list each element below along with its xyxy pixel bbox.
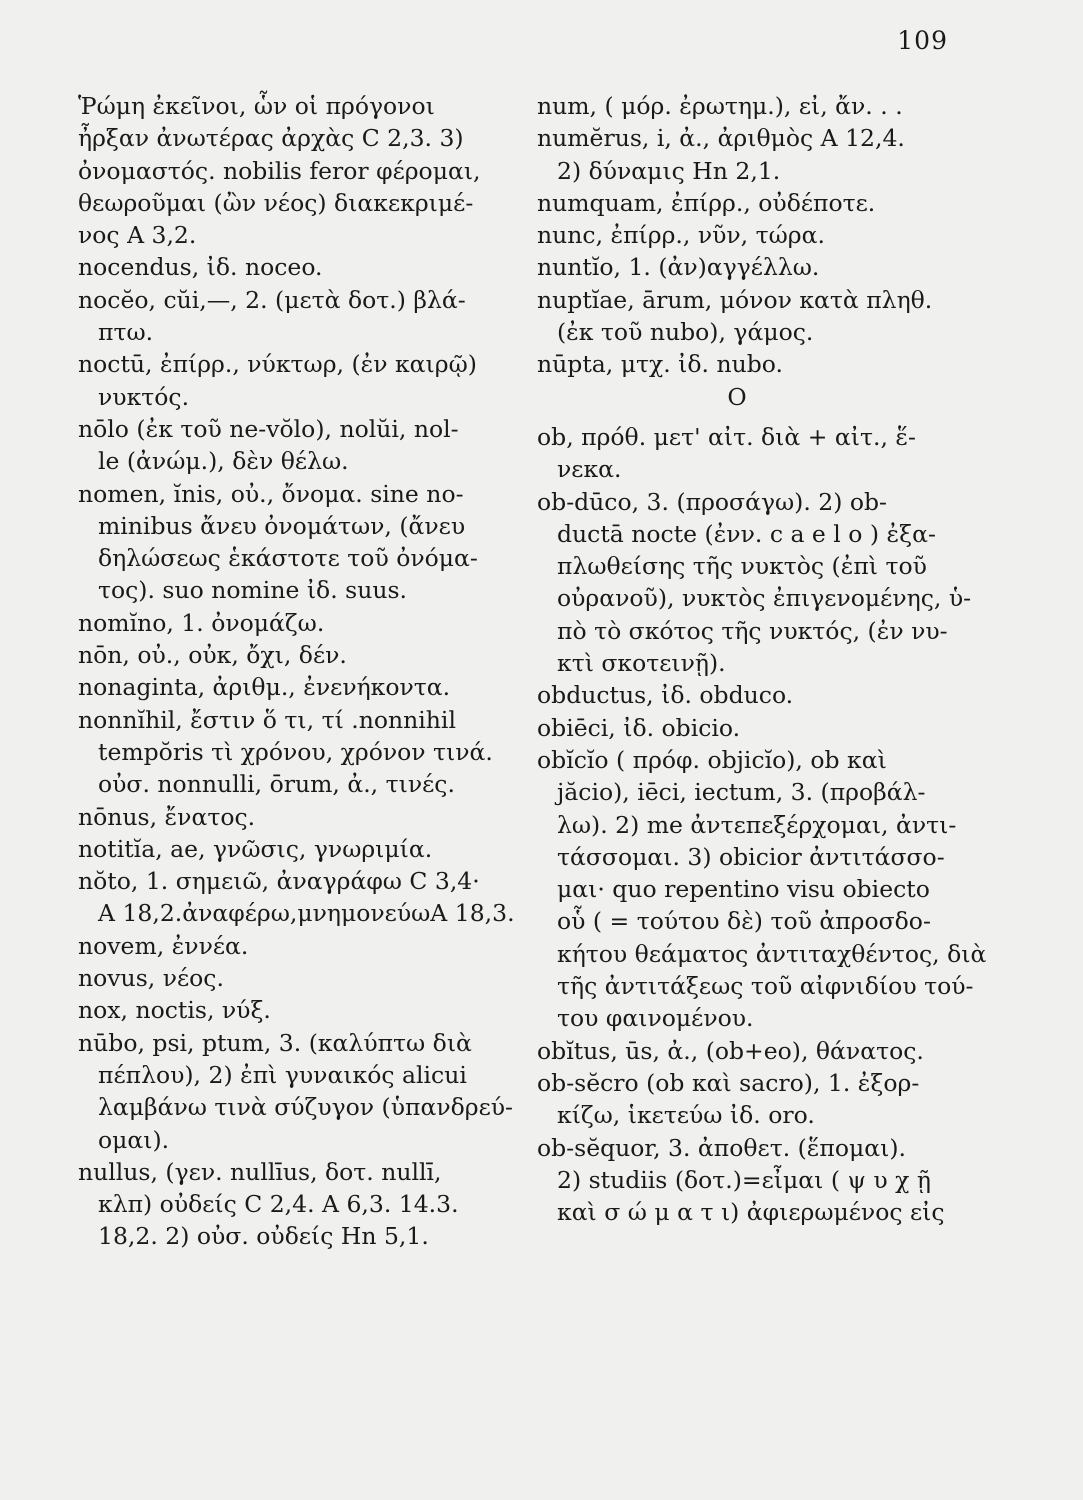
right-column (537, 90, 987, 1228)
dictionary-line: obductus, ἰδ. obduco. (537, 681, 794, 710)
dictionary-line: κίζω, ἱκετεύω ἰδ. oro. (557, 1101, 815, 1130)
dictionary-line: nūpta, μτχ. ἰδ. nubo. (537, 350, 783, 379)
dictionary-line: κήτου θεάματος ἀντιταχθέντος, διὰ (557, 939, 987, 968)
dictionary-line: nuptĭae, ārum, μόνον κατὰ πληθ. (537, 285, 933, 314)
left-column (78, 90, 515, 1253)
dictionary-line: οὐσ. nonnulli, ōrum, ἀ., τινές. (98, 770, 455, 799)
dictionary-line: ductā nocte (ἐνν. c a e l o ) ἐξα- (557, 519, 936, 548)
dictionary-line: πλωθείσης τῆς νυκτὸς (ἐπὶ τοῦ (557, 552, 927, 581)
dictionary-line: νος A 3,2. (78, 221, 197, 250)
dictionary-line: 2) studiis (δοτ.)=εἶμαι ( ψ υ χ ῇ (557, 1165, 931, 1194)
dictionary-line: minibus ἄνευ ὀνομάτων, (ἄνευ (98, 511, 466, 540)
dictionary-line: numquam, ἐπίρρ., οὐδέποτε. (537, 188, 876, 217)
dictionary-line: nonnĭhil, ἔστιν ὅ τι, τί .nonnihil (78, 705, 456, 734)
dictionary-line: του φαινομένου. (557, 1004, 754, 1033)
dictionary-line: ob-sĕcro (ob καὶ sacro), 1. ἐξορ- (537, 1068, 920, 1097)
dictionary-line: nox, noctis, νύξ. (78, 996, 271, 1025)
dictionary-line: num, ( μόρ. ἐρωτημ.), εἰ, ἄν. . . (537, 92, 903, 120)
page-number: 109 (897, 26, 948, 55)
dictionary-line: obĭtus, ūs, ἀ., (ob+eo), θάνατος. (537, 1036, 924, 1065)
dictionary-line: nocendus, ἰδ. noceo. (78, 253, 323, 282)
dictionary-line: nōnus, ἔνατος. (78, 802, 256, 831)
dictionary-line: nōlo (ἐκ τοῦ ne-vŏlo), nolŭi, nol- (78, 414, 459, 443)
dictionary-line: novem, ἐννέα. (78, 931, 249, 960)
dictionary-line: numĕrus, i, ἀ., ἀριθμὸς A 12,4. (537, 124, 905, 153)
dictionary-line: Ῥώμη ἐκεῖνοι, ὧν οἱ πρόγονοι (78, 92, 435, 120)
dictionary-line: obĭcĭo ( πρόφ. objicĭo), ob καὶ (537, 745, 887, 774)
dictionary-line: τάσσομαι. 3) obicior ἀντιτάσσο- (557, 842, 945, 871)
dictionary-line: λαμβάνω τινὰ σύζυγον (ὑπανδρεύ- (98, 1093, 513, 1122)
dictionary-line: 2) δύναμις Hn 2,1. (557, 156, 781, 185)
dictionary-line: nullus, (γεν. nullīus, δοτ. nullī, (78, 1157, 442, 1186)
dictionary-line: ob-sĕquor, 3. ἀποθετ. (ἕπομαι). (537, 1133, 907, 1162)
dictionary-line: nocĕo, cŭi,—, 2. (μετὰ δοτ.) βλά- (78, 285, 466, 314)
dictionary-line: ob, πρόθ. μετ' αἰτ. διὰ + αἰτ., ἕ- (537, 422, 916, 451)
dictionary-line: ἦρξαν ἀνωτέρας ἀρχὰς C 2,3. 3) (78, 124, 464, 153)
dictionary-line: notitĭa, ae, γνῶσις, γνωριμία. (78, 834, 433, 863)
dictionary-line: nŏto, 1. σημειῶ, ἀναγράφω C 3,4· (78, 867, 480, 896)
dictionary-line: nōn, οὐ., οὐκ, ὄχι, δέν. (78, 641, 347, 670)
dictionary-line: πτω. (98, 318, 154, 347)
dictionary-line: μαι· quo repentino visu obiecto (557, 875, 930, 904)
dictionary-line: τῆς ἀντιτάξεως τοῦ αἰφνιδίου τού- (557, 972, 974, 1001)
dictionary-line: κλπ) οὐδείς C 2,4. A 6,3. 14.3. (98, 1190, 459, 1219)
dictionary-line: tempŏris τὶ χρόνου, χρόνον τινά. (98, 737, 493, 766)
dictionary-line: noctū, ἐπίρρ., νύκτωρ, (ἐν καιρῷ) (78, 350, 477, 379)
dictionary-line: θεωροῦμαι (ὢν νέος) διακεκριμέ- (78, 188, 474, 217)
dictionary-line: δηλώσεως ἑκάστοτε τοῦ ὀνόμα- (98, 544, 478, 573)
dictionary-line: ομαι). (98, 1125, 170, 1154)
dictionary-line: πέπλου), 2) ἐπὶ γυναικός alicui (98, 1060, 467, 1089)
dictionary-line: nonaginta, ἀριθμ., ἐνενήκοντα. (78, 673, 451, 702)
dictionary-line: ὀνομαστός. nobilis feror φέρομαι, (78, 156, 481, 185)
dictionary-line: (ἐκ τοῦ nubo), γάμος. (557, 318, 814, 347)
dictionary-line: nunc, ἐπίρρ., νῦν, τώρα. (537, 221, 825, 250)
dictionary-line: novus, νέος. (78, 964, 224, 993)
dictionary-line: λω). 2) me ἀντεπεξέρχομαι, ἀντι- (557, 810, 957, 839)
dictionary-line: οὗ ( = τούτου δὲ) τοῦ ἀπροσδο- (557, 907, 931, 936)
dictionary-line: jăcio), iēci, iectum, 3. (προβάλ- (557, 778, 926, 807)
dictionary-line: τος). suo nomine ἰδ. suus. (98, 576, 407, 605)
dictionary-line: ob-dūco, 3. (προσάγω). 2) ob- (537, 487, 887, 516)
dictionary-line: nomen, ĭnis, οὐ., ὄνομα. sine no- (78, 479, 464, 508)
dictionary-line: οὐρανοῦ), νυκτὸς ἐπιγενομένης, ὑ- (557, 584, 972, 613)
dictionary-line: obiēci, ἰδ. obicio. (537, 713, 741, 742)
dictionary-line: A 18,2.ἀναφέρω,μνημονεύωA 18,3. (98, 899, 515, 928)
dictionary-line: νυκτός. (98, 382, 190, 411)
section-letter-heading: O (727, 382, 747, 411)
dictionary-line: 18,2. 2) οὐσ. οὐδείς Hn 5,1. (98, 1222, 429, 1251)
dictionary-line: κτὶ σκοτεινῇ). (557, 649, 726, 678)
dictionary-line: nuntĭo, 1. (ἀν)αγγέλλω. (537, 253, 820, 282)
dictionary-line: νεκα. (557, 455, 622, 484)
dictionary-line: le (ἀνώμ.), δὲν θέλω. (98, 447, 349, 476)
dictionary-line: πὸ τὸ σκότος τῆς νυκτός, (ἐν νυ- (557, 616, 948, 645)
dictionary-line: καὶ σ ώ μ α τ ι) ἀφιερωμένος εἰς (557, 1198, 945, 1227)
dictionary-line: nomĭno, 1. ὀνομάζω. (78, 608, 325, 637)
dictionary-line: nūbo, psi, ptum, 3. (καλύπτω διὰ (78, 1028, 472, 1057)
